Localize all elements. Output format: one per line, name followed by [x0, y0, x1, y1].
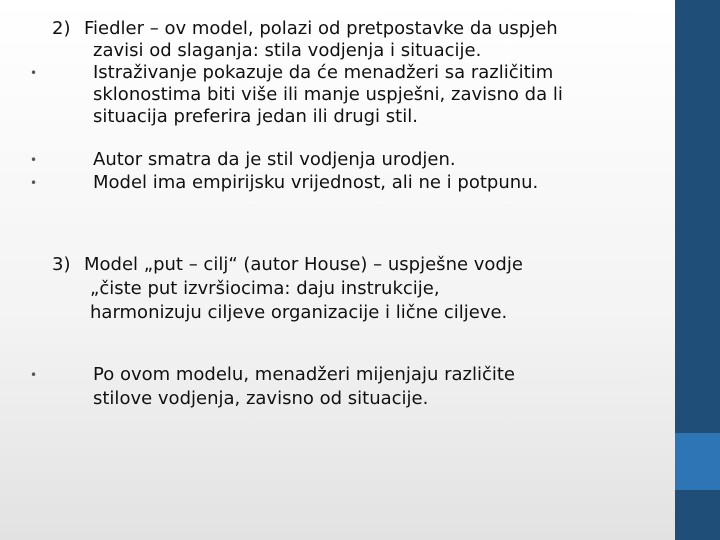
sidebar-bar: [675, 0, 720, 540]
section-2-line-2: zavisi od slaganja: stila vodjenja i situacije.: [93, 40, 482, 61]
bullet-4-line-1: Po ovom modelu, menadžeri mijenjaju različite: [93, 364, 515, 385]
bullet-4-line-2: stilove vodjenja, zavisno od situacije.: [93, 388, 429, 409]
section-2-number: 2): [52, 18, 71, 39]
section-2-line-1: Fiedler – ov model, polazi od pretpostavke da uspjeh: [84, 18, 558, 39]
bullet-marker: •: [30, 153, 38, 167]
section-3-number: 3): [52, 254, 71, 275]
section-3-line-3: harmonizuju ciljeve organizacije i lične ciljeve.: [90, 302, 508, 323]
bullet-1-line-3: situacija preferira jedan ili drugi stil.: [93, 106, 418, 127]
bullet-marker: •: [30, 368, 38, 382]
bullet-marker: •: [30, 66, 38, 80]
sidebar-accent-block: [675, 433, 720, 490]
bullet-1-line-1: Istraživanje pokazuje da će menadžeri sa različitim: [93, 62, 554, 83]
section-3-line-2: „čiste put izvršiocima: daju instrukcije,: [90, 278, 440, 299]
section-3-line-1: Model „put – cilj“ (autor House) – uspješne vodje: [84, 254, 523, 275]
bullet-marker: •: [30, 176, 38, 190]
bullet-2-line-1: Autor smatra da je stil vodjenja urodjen.: [93, 149, 456, 170]
bullet-3-line-1: Model ima empirijsku vrijednost, ali ne i potpunu.: [93, 172, 539, 193]
bullet-1-line-2: sklonostima biti više ili manje uspješni, zavisno da li: [93, 84, 563, 105]
